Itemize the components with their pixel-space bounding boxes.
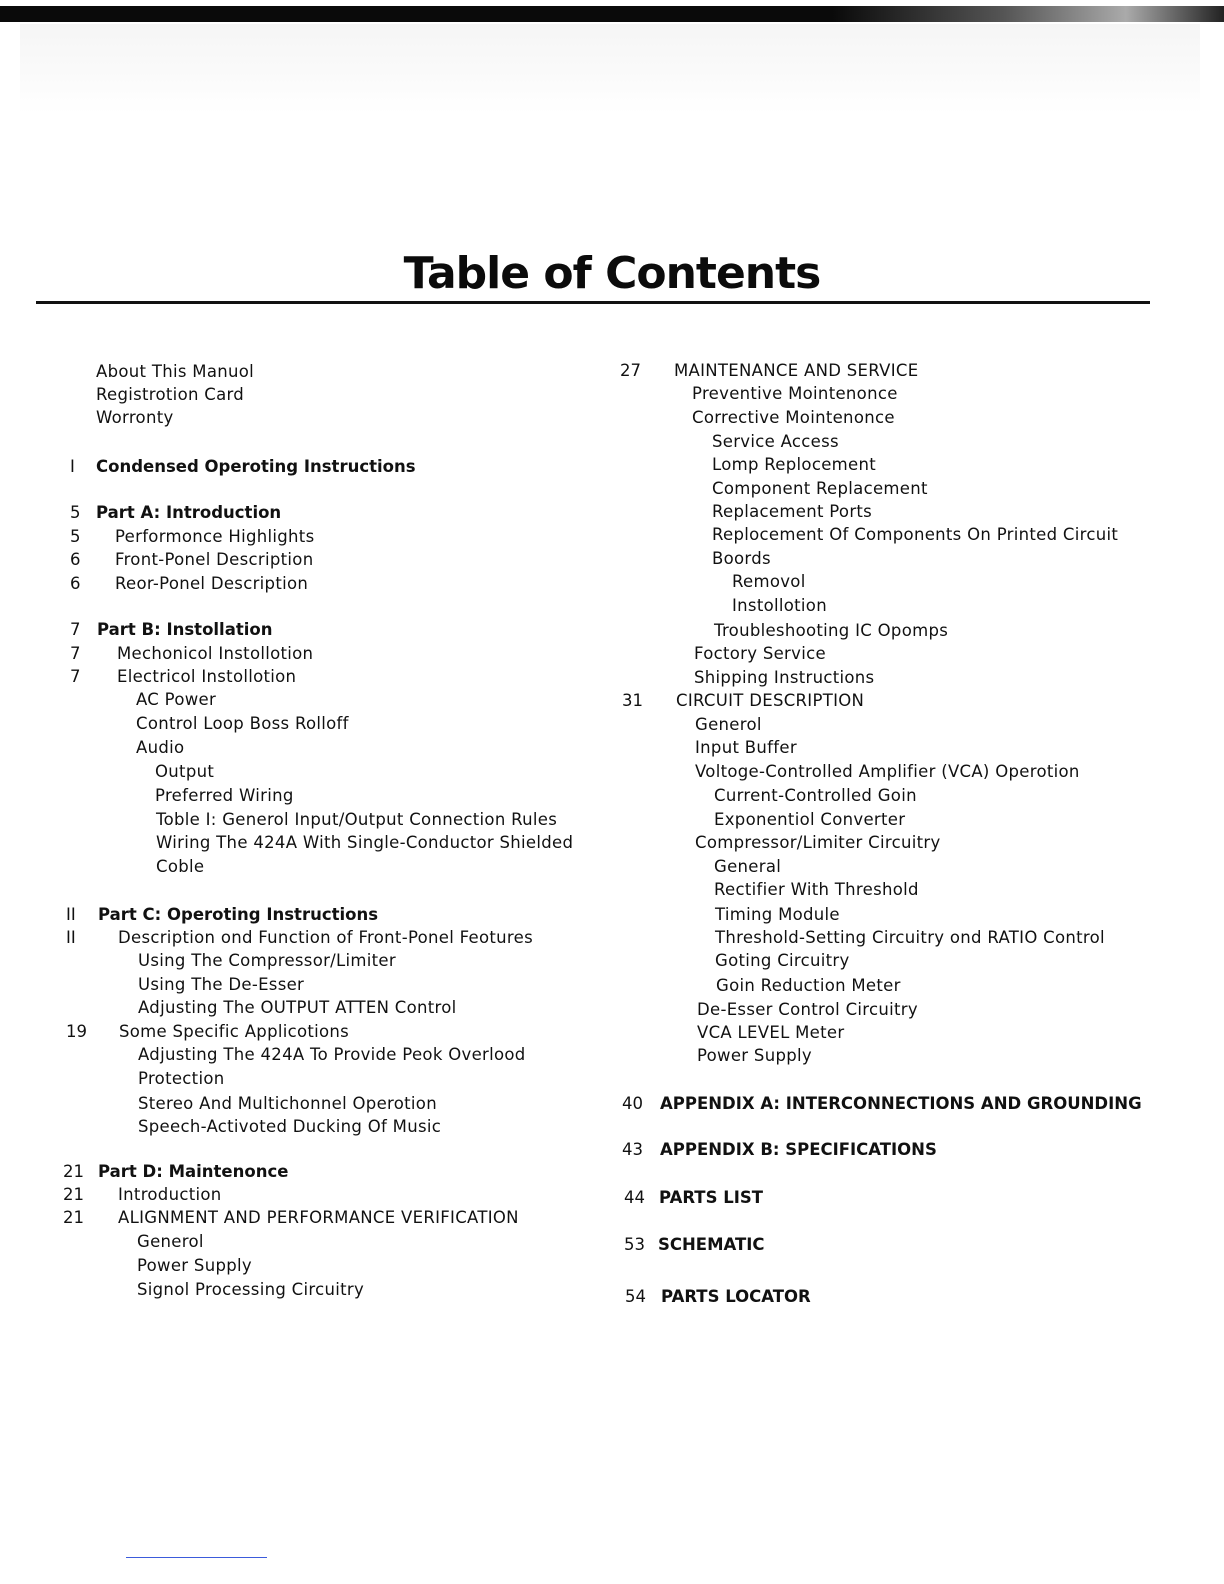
toc-section-heading: Part A: Introduction: [96, 503, 282, 522]
toc-entry: Instollotion: [732, 596, 827, 615]
toc-entry: Timing Module: [715, 905, 840, 924]
toc-entry: Introduction: [118, 1185, 222, 1204]
toc-entry: ALIGNMENT AND PERFORMANCE VERIFICATION: [118, 1208, 519, 1227]
toc-entry: Service Access: [712, 432, 839, 451]
toc-entry: Worronty: [96, 408, 174, 427]
toc-page-number: 7: [70, 644, 81, 663]
toc-entry: Exponentiol Converter: [714, 810, 906, 829]
toc-entry: Wiring The 424A With Single-Conductor Shielded: [156, 833, 574, 852]
toc-section-heading: Part D: Maintenonce: [98, 1162, 289, 1181]
toc-page-number: II: [66, 928, 76, 947]
toc-entry: Mechonicol Instollotion: [117, 644, 314, 663]
toc-section-heading: SCHEMATIC: [658, 1235, 765, 1254]
toc-section-heading: Part B: Instollation: [97, 620, 273, 639]
toc-entry: Threshold-Setting Circuitry ond RATIO Control: [715, 928, 1105, 947]
toc-entry: Replocement Of Components On Printed Circuit: [712, 525, 1119, 544]
toc-section-heading: Condensed Operoting Instructions: [96, 457, 416, 476]
toc-section-heading: Part C: Operoting Instructions: [98, 905, 379, 924]
toc-entry: Goin Reduction Meter: [716, 976, 901, 995]
toc-page-number: 5: [70, 503, 81, 522]
top-scan-bar: [0, 6, 1224, 22]
toc-entry: CIRCUIT DESCRIPTION: [676, 691, 865, 710]
toc-entry: Front-Ponel Description: [115, 550, 314, 569]
toc-entry: Protection: [138, 1069, 225, 1088]
toc-entry: Audio: [136, 738, 185, 757]
toc-entry: Goting Circuitry: [715, 951, 850, 970]
toc-entry: Adjusting The OUTPUT ATTEN Control: [138, 998, 457, 1017]
toc-entry: Reor-Ponel Description: [115, 574, 309, 593]
toc-page-number: 7: [70, 620, 81, 639]
toc-entry: Input Buffer: [695, 738, 797, 757]
toc-page-number: 21: [63, 1162, 84, 1181]
toc-entry: Control Loop Boss Rolloff: [136, 714, 349, 733]
toc-page-number: 54: [625, 1287, 646, 1306]
scan-smudge: [20, 24, 1200, 114]
toc-entry: Compressor/Limiter Circuitry: [695, 833, 941, 852]
title-rule: [36, 301, 1150, 304]
toc-page-number: 44: [624, 1188, 645, 1207]
toc-entry: Voltoge-Controlled Amplifier (VCA) Operotion: [695, 762, 1080, 781]
toc-page-number: 7: [70, 667, 81, 686]
toc-entry: Removol: [732, 572, 806, 591]
toc-page-number: 5: [70, 527, 81, 546]
toc-entry: Shipping Instructions: [694, 668, 875, 687]
toc-entry: Replacement Ports: [712, 502, 873, 521]
toc-page-number: II: [66, 905, 76, 924]
toc-section-heading: APPENDIX A: INTERCONNECTIONS AND GROUNDING: [660, 1094, 1142, 1113]
toc-entry: Stereo And Multichonnel Operotion: [138, 1094, 437, 1113]
toc-page-number: 21: [63, 1208, 84, 1227]
toc-entry: Some Specific Applicotions: [119, 1022, 350, 1041]
toc-entry: Power Supply: [137, 1256, 252, 1275]
toc-entry: Preferred Wiring: [155, 786, 294, 805]
toc-entry: Electricol Instollotion: [117, 667, 297, 686]
toc-entry: AC Power: [136, 690, 217, 709]
toc-entry: Current-Controlled Goin: [714, 786, 917, 805]
toc-page-number: 43: [622, 1140, 643, 1159]
toc-page-number: 40: [622, 1094, 643, 1113]
toc-page-number: 19: [66, 1022, 87, 1041]
toc-entry: Toble I: Generol Input/Output Connection Rules: [156, 810, 558, 829]
toc-entry: Speech-Activoted Ducking Of Music: [138, 1117, 442, 1136]
toc-page-number: 6: [70, 574, 81, 593]
toc-entry: Using The De-Esser: [138, 975, 305, 994]
footer-rule: [126, 1557, 267, 1558]
toc-entry: Registrotion Card: [96, 385, 245, 404]
toc-entry: MAINTENANCE AND SERVICE: [674, 361, 919, 380]
toc-page-number: 31: [622, 691, 643, 710]
toc-entry: Output: [155, 762, 215, 781]
toc-page-number: 27: [620, 361, 641, 380]
toc-entry: Lomp Replocement: [712, 455, 876, 474]
toc-entry: About This Manuol: [96, 362, 255, 381]
toc-page-number: I: [70, 457, 75, 476]
toc-entry: Foctory Service: [694, 644, 826, 663]
toc-entry: Signol Processing Circuitry: [137, 1280, 365, 1299]
toc-entry: Troubleshooting IC Opomps: [714, 621, 949, 640]
toc-page-number: 21: [63, 1185, 84, 1204]
toc-entry: Performonce Highlights: [115, 527, 315, 546]
toc-page-number: 53: [624, 1235, 645, 1254]
toc-entry: Component Replacement: [712, 479, 928, 498]
toc-page-number: 6: [70, 550, 81, 569]
page-title: Table of Contents: [403, 248, 821, 299]
toc-entry: Power Supply: [697, 1046, 812, 1065]
toc-entry: Preventive Mointenonce: [692, 384, 898, 403]
toc-section-heading: APPENDIX B: SPECIFICATIONS: [660, 1140, 937, 1159]
toc-entry: Adjusting The 424A To Provide Peok Overlood: [138, 1045, 526, 1064]
toc-entry: Boords: [712, 549, 771, 568]
toc-entry: De-Esser Control Circuitry: [697, 1000, 918, 1019]
toc-entry: Rectifier With Threshold: [714, 880, 919, 899]
toc-entry: Using The Compressor/Limiter: [138, 951, 396, 970]
toc-entry: Corrective Mointenonce: [692, 408, 895, 427]
toc-section-heading: PARTS LIST: [659, 1188, 763, 1207]
toc-section-heading: PARTS LOCATOR: [661, 1287, 811, 1306]
toc-entry: Coble: [156, 857, 205, 876]
toc-entry: Description ond Function of Front-Ponel Feotures: [118, 928, 533, 947]
toc-entry: General: [714, 857, 782, 876]
toc-entry: Generol: [137, 1232, 204, 1251]
toc-entry: VCA LEVEL Meter: [697, 1023, 845, 1042]
toc-entry: Generol: [695, 715, 762, 734]
